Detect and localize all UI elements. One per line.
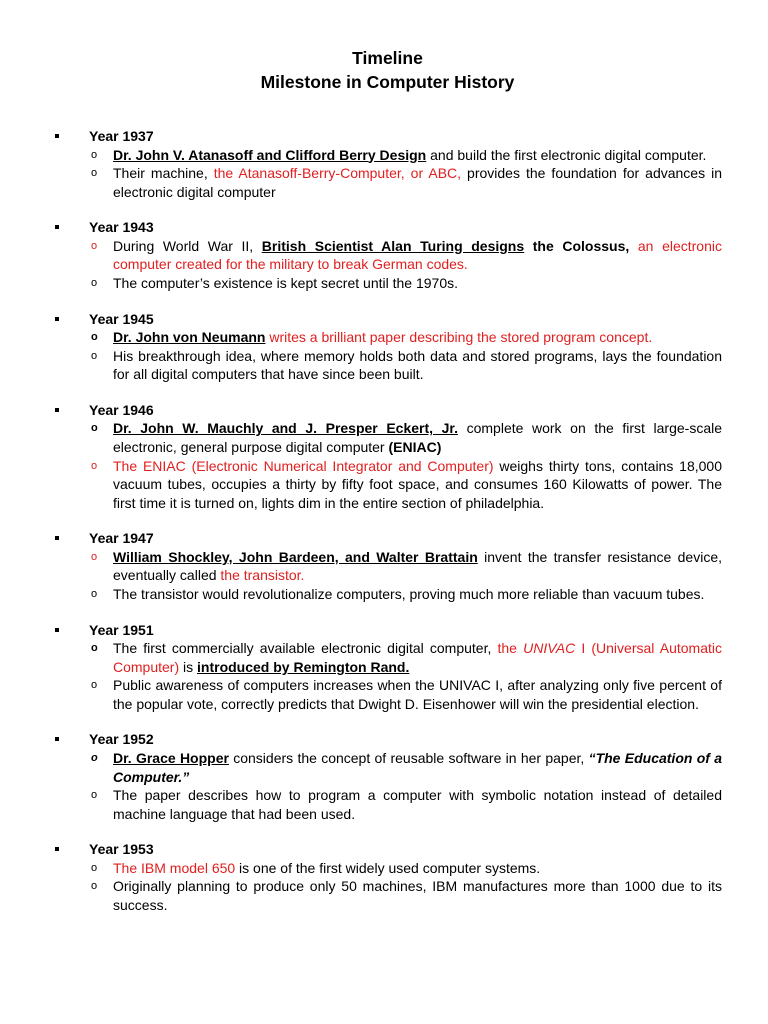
year-heading [53,218,722,237]
year-label: Year 1946 [89,401,154,418]
section-1953 [53,840,722,914]
section-1947 [53,529,722,603]
circle-bullet-icon: o [91,459,98,472]
circle-bullet-icon: o [91,148,98,161]
item-text: Their machine, [113,165,214,182]
list-item [53,237,722,274]
circle-bullet-icon: o [91,880,98,893]
item-text: is [179,658,198,675]
item-list [53,237,722,293]
item-text: provides the foundation for advances in electronic digital computer [113,165,722,200]
year-heading [53,621,722,640]
list-item [53,274,722,293]
item-list [53,328,722,384]
bold-text: the Colossus, [524,237,630,254]
highlight-text: the [497,640,524,657]
list-item [53,419,722,456]
section-1951 [53,621,722,714]
square-bullet-icon [55,134,59,138]
item-list [53,548,722,604]
circle-bullet-icon: o [91,751,98,764]
year-heading [53,401,722,420]
item-text: During World War II, [113,237,262,254]
item-text: The computer’s existence is kept secret until the 1970s. [113,274,458,291]
timeline-sections [53,127,722,915]
section-1937 [53,127,722,201]
highlight-text: writes a brilliant paper describing the stored program concept. [265,329,653,346]
list-item [53,749,722,786]
list-item [53,548,722,585]
circle-bullet-icon: o [91,422,98,435]
highlight-text: The IBM model 650 [113,859,236,876]
year-label: Year 1947 [89,530,154,547]
item-list [53,749,722,823]
item-text: Originally planning to produce only 50 machines, IBM manufactures more than 1000 due to its success. [113,878,722,914]
list-item [53,457,722,513]
square-bullet-icon [55,847,59,851]
list-item [53,146,722,165]
circle-bullet-icon: o [91,550,98,563]
year-heading [53,840,722,859]
person-name: British Scientist Alan Turing designs [261,237,525,254]
year-heading [53,310,722,329]
circle-bullet-icon: o [91,349,98,362]
year-label: Year 1943 [89,219,154,236]
item-text: His breakthrough idea, where memory holds both data and stored programs, lays the foundation for all digital computers that have since been built. [113,347,722,383]
person-name: Dr. Grace Hopper [113,749,229,766]
item-list [53,859,722,915]
year-label: Year 1951 [89,621,154,638]
year-label: Year 1953 [89,841,154,858]
circle-bullet-icon: o [91,679,98,692]
highlight-text: the transistor. [220,567,305,584]
highlight-text: UNIVAC [523,640,576,657]
circle-bullet-icon: o [91,239,98,252]
circle-bullet-icon: o [91,789,98,802]
item-list [53,639,722,713]
circle-bullet-icon: o [91,642,98,655]
year-label: Year 1952 [89,731,154,748]
item-text: weighs thirty tons, contains 18,000 vacuum tubes, occupies a thirty by fifty foot space, and consumes 160 Kilowatts of power. The first time it is turned on, lights dim in the entire section of philadelphia. [113,457,723,511]
circle-bullet-icon: o [91,167,98,180]
section-1943 [53,218,722,292]
document-title [53,46,722,94]
year-heading [53,127,722,146]
section-1945 [53,310,722,384]
circle-bullet-icon: o [91,588,98,600]
year-label: Year 1945 [89,310,154,327]
item-text: The first commercially available electronic digital computer, [113,640,498,657]
person-name: Dr. John W. Mauchly and J. Presper Eckert, Jr. [113,420,458,437]
person-name: William Shockley, John Bardeen, and Walter Brattain [113,548,478,565]
item-text: complete work on the first large-scale electronic, general purpose digital computer [113,420,723,455]
list-item [53,877,722,914]
highlight-text: I (Universal Automatic Computer) [113,640,722,675]
item-text: and build the first electronic digital computer. [426,146,707,163]
title-line-2: Milestone in Computer History [260,72,515,92]
item-text: considers the concept of reusable software in her paper, [228,749,589,766]
paper-title: “The Education of a Computer.” [113,749,722,785]
list-item [53,347,722,384]
highlight-text: the Atanasoff-Berry-Computer, or ABC, [213,165,462,182]
square-bullet-icon [55,536,59,540]
list-item [53,585,722,604]
list-item [53,859,722,878]
item-text: Public awareness of computers increases when the UNIVAC I, after analyzing only five percent of the popular vote, correctly predicts that Dwight D. Eisenhower will win the presidential election. [113,677,722,712]
item-text: The paper describes how to program a computer with symbolic notation instead of detailed machine language that had been used. [113,787,722,822]
circle-bullet-icon: o [91,276,98,289]
item-text: The transistor would revolutionalize computers, proving much more reliable than vacuum tubes. [113,586,705,602]
bold-underline-text: introduced by Remington Rand. [197,658,410,675]
item-list [53,419,722,512]
square-bullet-icon [55,737,59,741]
item-list [53,146,722,202]
highlight-text: The ENIAC (Electronic Numerical Integrator and Computer) [113,457,494,474]
year-heading [53,529,722,548]
section-1952 [53,730,722,823]
square-bullet-icon [55,225,59,229]
circle-bullet-icon: o [91,331,98,344]
circle-bullet-icon: o [91,861,98,874]
bold-text: (ENIAC) [388,438,442,455]
list-item [53,786,722,823]
list-item [53,676,722,713]
item-text: invent the transfer resistance device, eventually called [113,548,722,584]
year-label: Year 1937 [89,128,154,144]
list-item [53,328,722,347]
highlight-text: an electronic computer created for the military to break German codes. [113,237,722,273]
item-text: is one of the first widely used computer systems. [235,859,541,876]
list-item [53,639,722,676]
title-line-1: Timeline [352,48,423,68]
square-bullet-icon [55,317,59,321]
square-bullet-icon [55,408,59,412]
list-item [53,164,722,201]
year-heading [53,730,722,749]
section-1946 [53,401,722,512]
person-name: Dr. John von Neumann [113,329,266,346]
square-bullet-icon [55,628,59,632]
person-name: Dr. John V. Atanasoff and Clifford Berry Design [113,146,427,163]
